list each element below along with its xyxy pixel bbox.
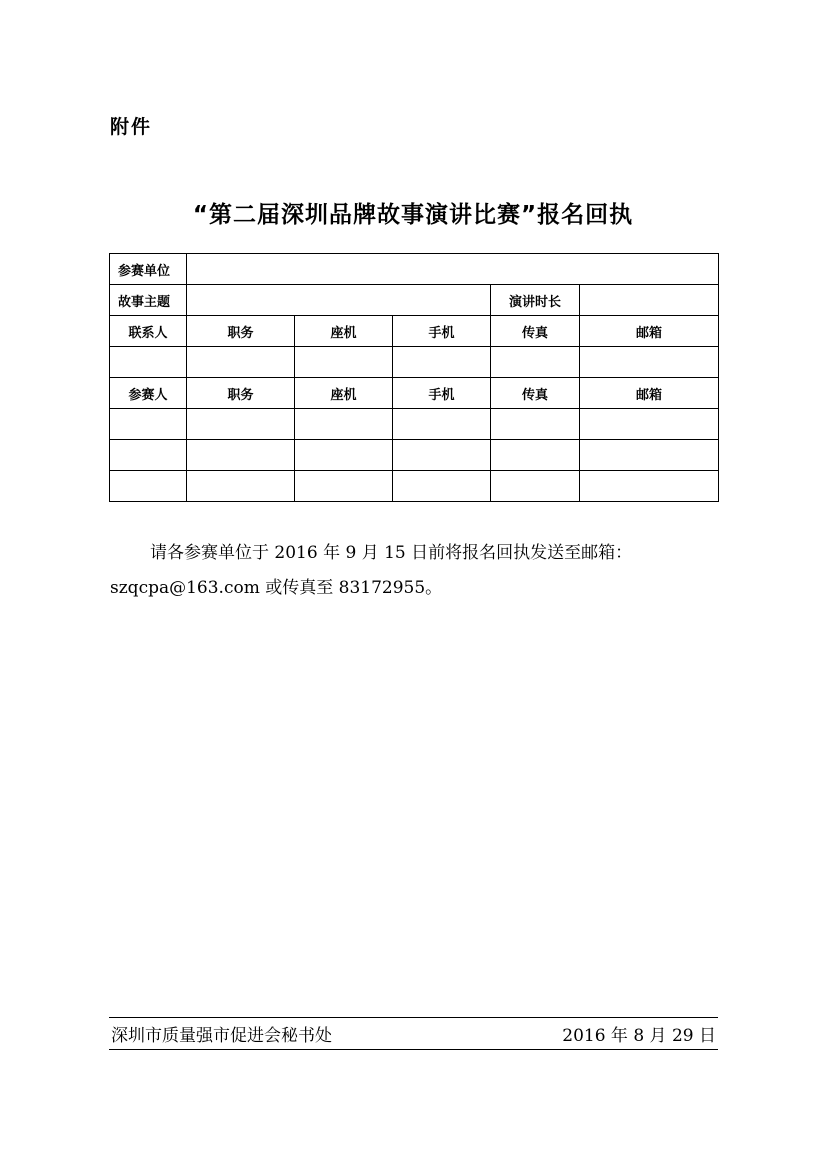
attachment-label: 附件 bbox=[110, 116, 153, 138]
notice-line-2: szqcpa@163.com 或传真至 83172955。 bbox=[110, 578, 443, 598]
empty-cell[interactable] bbox=[491, 440, 580, 471]
document-title: “第二届深圳品牌故事演讲比赛”报名回执 bbox=[192, 202, 634, 228]
participant-header-row bbox=[110, 378, 719, 409]
unit-label: 参赛单位 bbox=[110, 254, 187, 285]
participant-header-cell: 座机 bbox=[295, 378, 393, 409]
participant-header-cell: 参赛人 bbox=[110, 378, 187, 409]
participant-header-cell: 手机 bbox=[393, 378, 491, 409]
empty-cell[interactable] bbox=[295, 440, 393, 471]
contact-header-cell: 联系人 bbox=[110, 316, 187, 347]
contact-header-cell: 座机 bbox=[295, 316, 393, 347]
footer-organization: 深圳市质量强市促进会秘书处 bbox=[111, 1026, 332, 1046]
registration-form-table bbox=[109, 253, 719, 502]
participant-header-cell: 邮箱 bbox=[580, 378, 719, 409]
duration-value-cell[interactable] bbox=[580, 285, 719, 316]
empty-cell[interactable] bbox=[580, 471, 719, 502]
notice-line-1-text: 请各参赛单位于 2016 年 9 月 15 日前将报名回执发送至邮箱： bbox=[150, 543, 633, 563]
empty-cell[interactable] bbox=[491, 347, 580, 378]
footer-divider-bottom bbox=[109, 1049, 718, 1050]
empty-cell[interactable] bbox=[393, 471, 491, 502]
empty-cell[interactable] bbox=[580, 409, 719, 440]
participant-entry-row bbox=[110, 409, 719, 440]
empty-cell[interactable] bbox=[393, 409, 491, 440]
topic-row bbox=[110, 285, 719, 316]
empty-cell[interactable] bbox=[110, 471, 187, 502]
contact-entry-row bbox=[110, 347, 719, 378]
contact-header-row bbox=[110, 316, 719, 347]
empty-cell[interactable] bbox=[110, 440, 187, 471]
contact-header-cell: 手机 bbox=[393, 316, 491, 347]
empty-cell[interactable] bbox=[580, 347, 719, 378]
empty-cell[interactable] bbox=[491, 409, 580, 440]
empty-cell[interactable] bbox=[110, 409, 187, 440]
empty-cell[interactable] bbox=[580, 440, 719, 471]
empty-cell[interactable] bbox=[187, 440, 295, 471]
empty-cell[interactable] bbox=[295, 471, 393, 502]
topic-value-cell[interactable] bbox=[187, 285, 491, 316]
submission-notice bbox=[110, 536, 720, 606]
contact-header-cell: 邮箱 bbox=[580, 316, 719, 347]
contact-header-cell: 职务 bbox=[187, 316, 295, 347]
contact-header-cell: 传真 bbox=[491, 316, 580, 347]
empty-cell[interactable] bbox=[187, 409, 295, 440]
empty-cell[interactable] bbox=[295, 409, 393, 440]
participant-header-cell: 传真 bbox=[491, 378, 580, 409]
empty-cell[interactable] bbox=[187, 347, 295, 378]
notice-line-1 bbox=[110, 536, 720, 571]
participant-header-cell: 职务 bbox=[187, 378, 295, 409]
topic-label: 故事主题 bbox=[110, 285, 187, 316]
empty-cell[interactable] bbox=[295, 347, 393, 378]
empty-cell[interactable] bbox=[110, 347, 187, 378]
empty-cell[interactable] bbox=[491, 471, 580, 502]
empty-cell[interactable] bbox=[393, 440, 491, 471]
empty-cell[interactable] bbox=[187, 471, 295, 502]
footer-date: 2016 年 8 月 29 日 bbox=[562, 1026, 716, 1046]
duration-label: 演讲时长 bbox=[491, 285, 580, 316]
participant-entry-row bbox=[110, 471, 719, 502]
unit-row bbox=[110, 254, 719, 285]
participant-entry-row bbox=[110, 440, 719, 471]
footer-divider-top bbox=[109, 1017, 718, 1018]
empty-cell[interactable] bbox=[393, 347, 491, 378]
unit-value-cell[interactable] bbox=[187, 254, 719, 285]
